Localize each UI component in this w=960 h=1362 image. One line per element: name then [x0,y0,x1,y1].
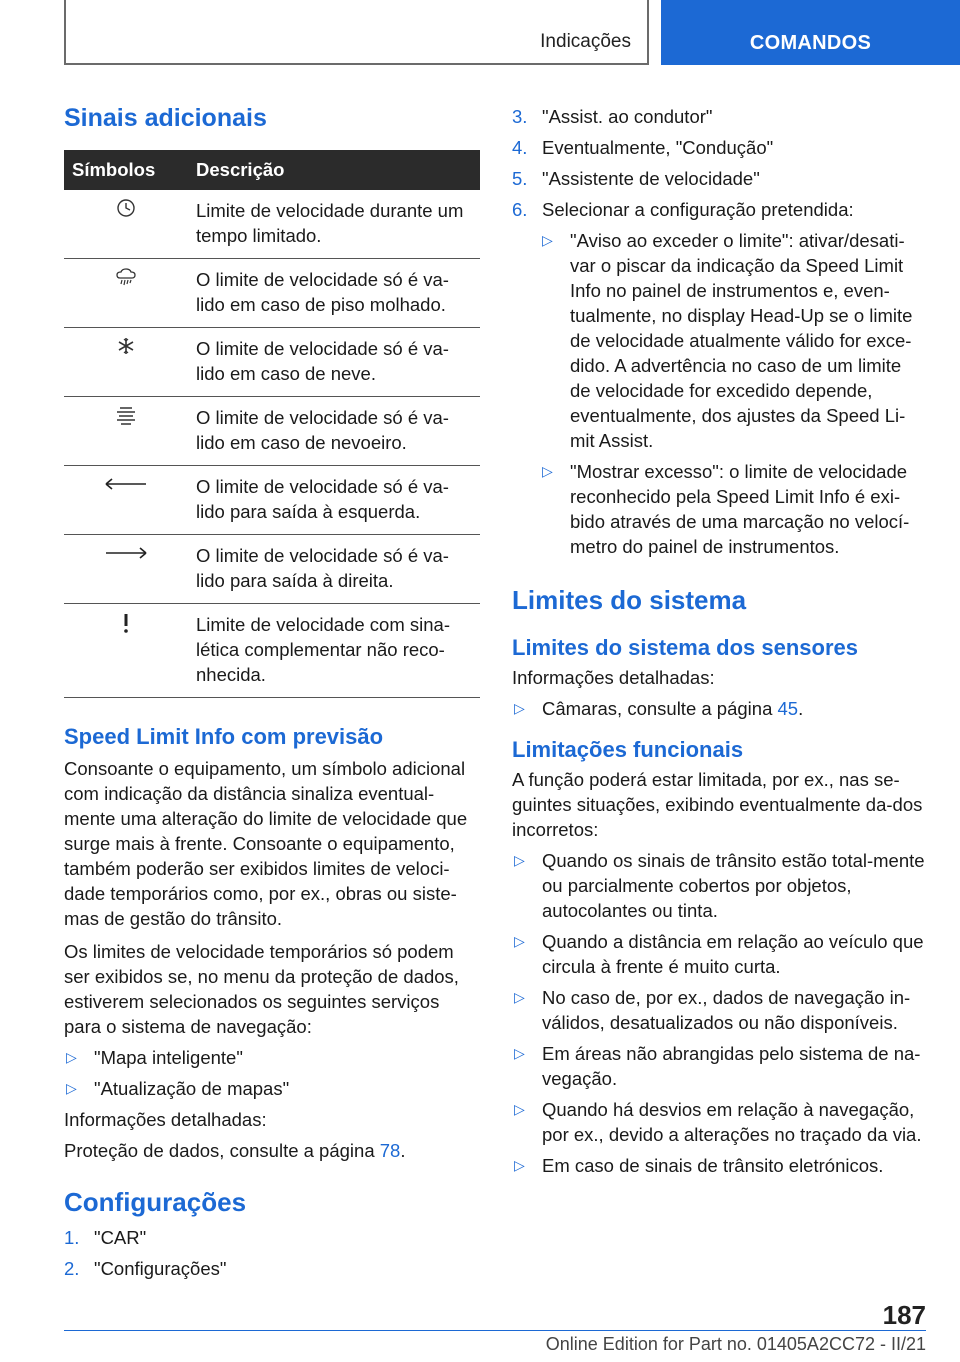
limitations-list [512,848,926,1178]
triangle-bullet-icon: ▷ [514,933,525,949]
table-row [64,604,480,698]
triangle-bullet-icon: ▷ [542,463,553,479]
table-row [64,259,480,328]
list-item: 6. Selecionar a configuração pretendida: [512,199,854,220]
fog-icon [64,405,188,431]
paragraph-detailed-info: Informações detalhadas: [64,1109,267,1130]
paragraph-speed-info: Consoante o equipamento, um símbolo adicional com indicação da distância sinaliza eventual-mente uma alteração do limite de velocidade que surge mais à frente. Consoante o equipamento, também poderão ser exibidos limites de veloci-dade temporários como, por ex., obras ou siste-mas de gestão do trânsito. [64,758,468,929]
table-row-desc: Limite de velocidade durante um tempo limitado. [188,190,480,259]
exclamation-icon [64,612,188,640]
left-column [64,100,480,1281]
list-item: ▷ Em caso de sinais de trânsito eletrónicos. [514,1155,884,1176]
clock-icon [64,198,188,224]
table-row-desc: O limite de velocidade só é va-lido em caso de piso molhado. [188,259,480,328]
table-row-desc: Limite de velocidade com sina-lética complementar não reco-nhecida. [188,604,480,698]
paragraph-data-protection: Proteção de dados, consulte a página 78. [64,1140,406,1161]
list-item: 2. "Configurações" [64,1258,227,1279]
list-item: ▷ "Mostrar excesso": o limite de velocidade reconhecido pela Speed Limit Info é exi-bido através de uma marcação no velocí-metro do painel de instrumentos. [542,461,910,557]
list-item: 1. "CAR" [64,1227,147,1248]
triangle-bullet-icon: ▷ [542,232,553,248]
camera-list [512,696,926,721]
settings-options-list [540,228,926,559]
table-col-description: Descrição [188,150,480,190]
steps-list-right [512,104,926,222]
footer-divider [64,1330,926,1331]
triangle-bullet-icon: ▷ [514,1045,525,1061]
list-item: ▷ "Mapa inteligente" [66,1047,243,1068]
list-item: ▷ Em áreas não abrangidas pelo sistema de na-vegação. [514,1043,921,1089]
steps-list-left [64,1225,480,1281]
triangle-bullet-icon: ▷ [514,1101,525,1117]
list-item: ▷ "Atualização de mapas" [66,1078,290,1099]
paragraph-temporary-limits: Os limites de velocidade temporários só podem ser exibidos se, no menu da proteção de dados, estiverem selecionados os seguintes serviços para o sistema de navegação: [64,941,459,1037]
heading-sinais-adicionais: Sinais adicionais [64,104,267,132]
triangle-bullet-icon: ▷ [514,700,525,716]
chapter-tab[interactable] [661,0,960,65]
rain-cloud-icon [64,267,188,293]
paragraph-functional-limits: A função poderá estar limitada, por ex., nas se-guintes situações, exibindo eventualmente da-dos incorretos: [512,769,923,840]
footer-edition: Online Edition for Part no. 01405A2CC72 - II/21 [545,1334,926,1354]
snowflake-icon [64,336,188,362]
table-row [64,328,480,397]
list-item: ▷ "Aviso ao exceder o limite": ativar/desati-var o piscar da indicação da Speed Limit Info no painel de instrumentos e, even-tualmente, no display Head-Up se o limite de velocidade atualmente válido for exce-dido. A advertência no caso de um limite de velocidade for excedido depende, eventualmente, dos ajustes da Speed Li-mit Assist. [542,230,913,451]
heading-configuracoes: Configurações [64,1187,247,1217]
table-header-row [64,150,480,190]
heading-limitacoes-funcionais: Limitações funcionais [512,737,744,762]
heading-speed-limit-info: Speed Limit Info com previsão [64,724,384,749]
list-item: ▷ Quando os sinais de trânsito estão total-mente ou parcialmente cobertos por objetos, autocolantes ou tinta. [514,850,925,921]
chapter-tab-label: COMANDOS [749,32,872,54]
table-row [64,397,480,466]
list-item: ▷ Quando há desvios em relação à navegação, por ex., devido a alterações no traçado da via. [514,1099,922,1145]
list-item: 3. "Assist. ao condutor" [512,106,713,127]
page-number: 187 [882,1300,926,1330]
arrow-right-icon [64,543,188,569]
heading-limites-sensores: Limites do sistema dos sensores [512,635,859,660]
triangle-bullet-icon: ▷ [514,1157,525,1173]
list-item: 5. "Assistente de velocidade" [512,168,760,189]
list-item: ▷ Quando a distância em relação ao veículo que circula à frente é muito curta. [514,931,924,977]
table-col-symbols: Símbolos [64,150,188,190]
table-row [64,535,480,604]
services-list [64,1045,480,1101]
triangle-bullet-icon: ▷ [514,989,525,1005]
page-link-78[interactable]: 78 [379,1140,401,1161]
table-row-desc: O limite de velocidade só é va-lido para saída à direita. [188,535,480,604]
table-row-desc: O limite de velocidade só é va-lido em caso de nevoeiro. [188,397,480,466]
table-row-desc: O limite de velocidade só é va-lido em caso de neve. [188,328,480,397]
table-row-desc: O limite de velocidade só é va-lido para saída à esquerda. [188,466,480,535]
list-item: ▷ No caso de, por ex., dados de navegação in-válidos, desatualizados ou não disponíveis. [514,987,911,1033]
header-section-box [64,0,649,65]
triangle-bullet-icon: ▷ [66,1080,77,1096]
list-item: ▷ Câmaras, consulte a página 45. [514,698,804,719]
page-link-45[interactable]: 45 [777,698,799,719]
paragraph-detailed-info-right: Informações detalhadas: [512,667,715,688]
symbols-table [64,150,480,698]
right-column [512,104,926,1178]
triangle-bullet-icon: ▷ [66,1049,77,1065]
header-section-label: Indicações [540,31,631,52]
heading-limites-do-sistema: Limites do sistema [512,585,747,615]
table-row [64,190,480,259]
triangle-bullet-icon: ▷ [514,852,525,868]
arrow-left-icon [64,474,188,500]
table-row [64,466,480,535]
list-item: 4. Eventualmente, "Condução" [512,137,774,158]
